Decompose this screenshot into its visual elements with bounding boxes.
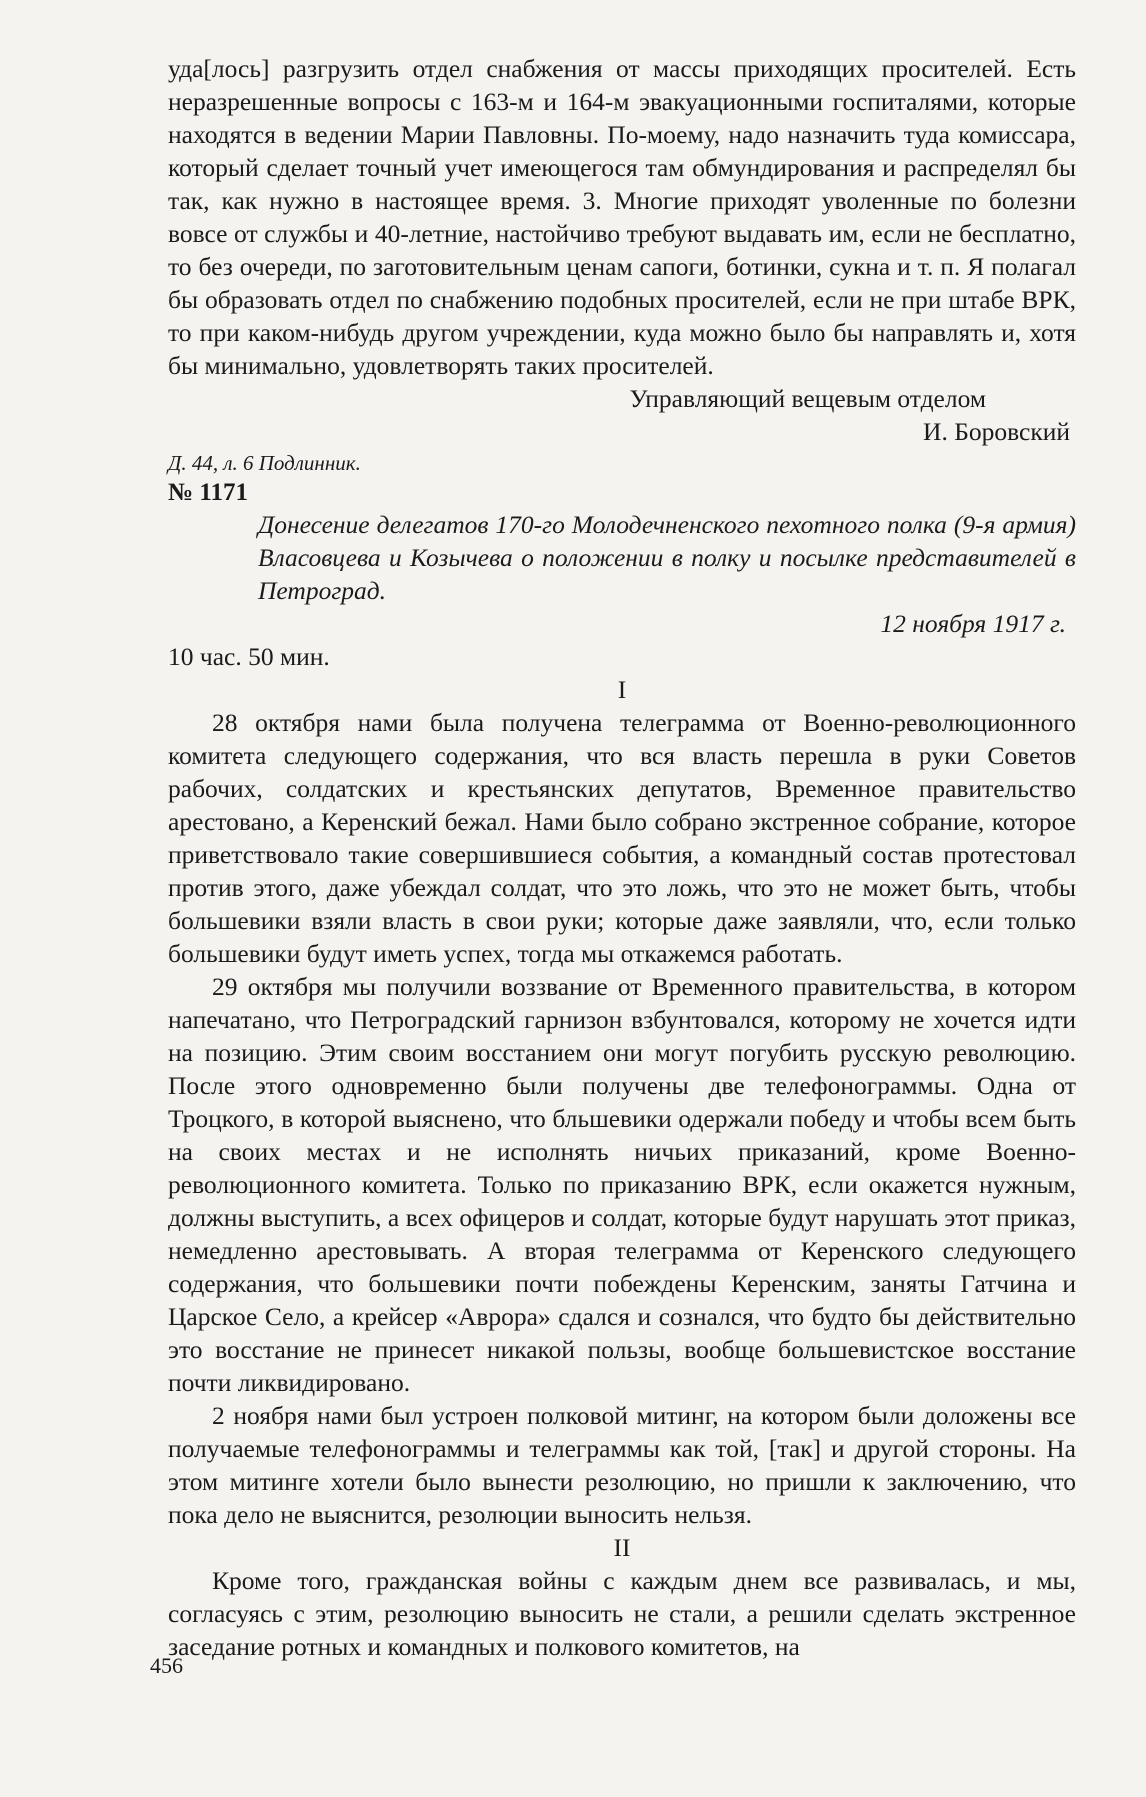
archive-source: Д. 44, л. 6 Подлинник. <box>168 451 361 475</box>
paragraph: Кроме того, гражданская войны с каждым днем все развивалась, и мы, согласуясь с этим, резолюцию выносить не стали, а решили сделать экстренное заседание ротных и командных и полкового комитетов, на <box>168 1566 1076 1661</box>
text-column <box>168 52 1076 1663</box>
signature-role: Управляющий вещевым отделом <box>629 384 986 413</box>
page-number: 456 <box>150 1653 183 1678</box>
document-title: Донесение делегатов 170-го Молодечненского пехотного полка (9-я армия) Власовцева и Козычева о положении в полку и посылке представителей в Петроград. <box>258 510 1076 605</box>
paragraph: 28 октября нами была получена телеграмма от Военно-революционного комитета следующего содержания, что вся власть перешла в руки Советов рабочих, солдатских и крестьянских депутатов, Временное правительство арестовано, а Керенский бежал. Нами было собрано экстренное собрание, которое приветствовало такие совершившиеся события, а командный состав протестовал против этого, даже убеждал солдат, что это ложь, что это не может быть, чтобы большевики взяли власть в свои руки; которые даже заявляли, что, если только большевики будут иметь успех, тогда мы откажемся работать. <box>168 708 1076 968</box>
document-number: № 1171 <box>168 479 248 506</box>
paragraph: 29 октября мы получили воззвание от Временного правительства, в котором напечатано, что Петроградский гарнизон взбунтовался, которому не хочется идти на позицию. Этим своим восстанием они могут погубить русскую революцию. После этого одновременно были получены две телефонограммы. Одна от Троцкого, в которой выяснено, что бльшевики одержали победу и чтобы всем быть на своих местах и не исполнять ничьих приказаний, кроме Военно-революционного комитета. Только по приказанию ВРК, если окажется нужным, должны выступить, а всех офицеров и солдат, которые будут нарушать этот приказ, немедленно арестовывать. А вторая телеграмма от Керенского следующего содержания, что большевики почти побеждены Керенским, заняты Гатчина и Царское Село, а крейсер «Аврора» сдался и сознался, что будто бы действительно это восстание не принесет никакой пользы, вообще большевистское восстание почти ликвидировано. <box>168 972 1076 1397</box>
paragraph: 2 ноября нами был устроен полковой митинг, на котором были доложены все получаемые телефонограммы и телеграммы как той, [так] и другой стороны. На этом митинге хотели было вынести резолюцию, но пришли к заключению, что пока дело не выяснится, резолюции выносить нельзя. <box>168 1401 1076 1529</box>
section-heading-2: II <box>613 1533 631 1562</box>
document-date: 12 ноября 1917 г. <box>880 609 1066 638</box>
signature-name: И. Боровский <box>923 417 1070 446</box>
intro-paragraph: уда[лось] разгрузить отдел снабжения от массы приходящих просителей. Есть неразрешенные вопросы с 163-м и 164-м эвакуационными госпиталями, которые находятся в ведении Марии Павловны. По-моему, надо назначить туда комиссара, который сделает точный учет имеющегося там обмундирования и распределял бы так, как нужно в настоящее время. 3. Многие приходят уволенные по болезни вовсе от службы и 40-летние, настойчиво требуют выдавать им, если не бесплатно, то без очереди, по заготовительным ценам сапоги, ботинки, сукна и т. п. Я полагал бы образовать отдел по снабжению подобных просителей, если не при штабе ВРК, то при каком-нибудь другом учреждении, куда можно было бы направлять и, хотя бы минимально, удовлетворять таких просителей. <box>168 54 1076 380</box>
section-heading-1: I <box>617 675 627 704</box>
document-time: 10 час. 50 мин. <box>168 642 330 671</box>
